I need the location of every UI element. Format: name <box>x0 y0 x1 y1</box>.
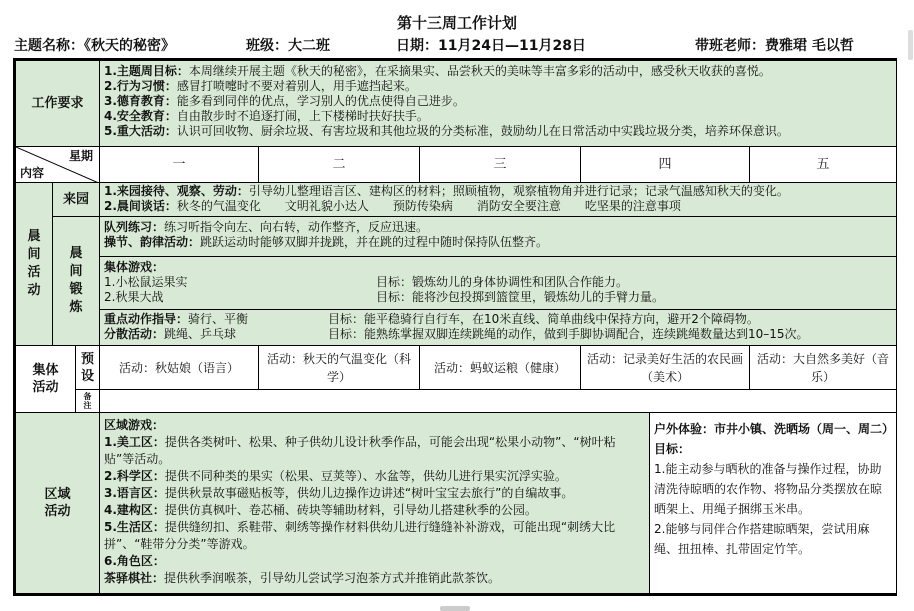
work-item: 3.德育教育：能多看到同伴的优点，学习别人的优点使得自己进步。 <box>104 94 465 108</box>
group-games <box>99 256 897 310</box>
horizontal-scrollbar[interactable] <box>440 606 470 611</box>
activity-tuesday: 活动：秋天的气温变化（科学） <box>258 345 420 390</box>
area-item: 4.建构区：提供仿真枫叶、卷芯桶、砖块等辅助材料，引导幼儿搭建秋季的公园。 <box>104 503 537 517</box>
group-activity-label: 集体活动 <box>15 345 76 413</box>
focus-item: 重点动作指导：骑行、平衡 目标：能平稳骑行自行车，在10米直线、简单曲线中保持方向，避开2个障碍物。 <box>104 312 759 326</box>
drill-content <box>99 216 897 257</box>
group-games-title: 集体游戏： <box>104 260 165 274</box>
document-title: 第十三周工作计划 <box>396 14 517 32</box>
arrival-label: 来园 <box>52 182 100 217</box>
work-label: 工作要求 <box>15 60 100 147</box>
focus-item: 分散活动：跳绳、乒乓球 目标：能熟练掌握双脚连续跳绳的动作，做到手脚协调配合，连续跳绳数量达到10–15次。 <box>104 327 809 341</box>
area-games-title: 区域游戏： <box>104 418 165 432</box>
area-item: 1.美工区：提供各类树叶、松果、种子供幼儿设计秋季作品，可能会出现“松果小动物”、“树叶粘贴”等活动。 <box>104 435 616 466</box>
day-tuesday: 二 <box>258 146 420 183</box>
note-label: 备注 <box>75 389 100 413</box>
corner-content-label: 内容 <box>20 166 45 180</box>
area-games <box>99 412 650 594</box>
area-item: 2.科学区：提供不同种类的果实（松果、豆荚等）、水盆等，供幼儿进行果实沉浮实验。 <box>104 469 567 483</box>
weekday-corner <box>15 146 100 183</box>
corner-weekday-label: 星期 <box>68 149 93 163</box>
area-item: 6.角色区： <box>104 554 165 568</box>
day-monday: 一 <box>99 146 259 183</box>
activity-thursday: 活动：记录美好生活的农民画（美术） <box>580 345 750 390</box>
drill-item: 队列练习：练习听指令向左、向右转，动作整齐，反应迅速。 <box>104 220 429 234</box>
work-requirements <box>99 60 897 147</box>
note-content <box>99 389 897 413</box>
arrival-item: 2.晨间谈话：秋冬的气温变化 文明礼貌小达人 预防传染病 消防安全要注意 吃坚果的注意事项 <box>104 199 681 213</box>
work-item: 5.重大活动：认识可回收物、厨余垃圾、有害垃圾和其他垃圾的分类标准，鼓励幼儿在日常活动中实践垃圾分类，培养环保意识。 <box>104 124 789 138</box>
work-item: 4.安全教育：自由散步时不追逐打闹，上下楼梯时扶好扶手。 <box>104 109 429 123</box>
outdoor-goal: 1.能主动参与晒秋的准备与操作过程，协助清洗待晾晒的农作物、将物品分类摆放在晾晒架上、用绳子捆绑玉米串。 <box>654 462 883 516</box>
outdoor-goal-title: 目标： <box>654 442 691 456</box>
activity-monday: 活动：秋姑娘（语言） <box>99 345 259 390</box>
outdoor-goal: 2.能够与同伴合作搭建晾晒架，尝试用麻绳、扭扭棒、扎带固定竹竿。 <box>654 522 870 556</box>
area-label: 区域活动 <box>15 412 100 594</box>
date-range: 日期：11月24日—11月28日 <box>396 38 586 54</box>
day-wednesday: 三 <box>419 146 581 183</box>
work-item: 2.行为习惯：感冒打喷嚏时不要对着别人，用手遮挡起来。 <box>104 79 417 93</box>
area-item: 3.语言区：提供秋景故事磁贴板等，供幼儿边操作边讲述“树叶宝宝去旅行”的自编故事。 <box>104 486 574 500</box>
class-name: 班级：大二班 <box>246 38 330 54</box>
arrival-content <box>99 182 897 217</box>
outdoor-title: 户外体验：市井小镇、洗晒场（周一、周二） <box>654 422 895 436</box>
arrival-item: 1.来园接待、观察、劳动：引导幼儿整理语言区、建构区的材料；照顾植物，观察植物角并进行记录；记录气温感知秋天的变化。 <box>104 184 789 198</box>
area-item: 茶驿棋社：提供秋季润喉茶，引导幼儿尝试学习泡茶方式并推销此款茶饮。 <box>104 571 501 585</box>
focus-activities <box>99 309 897 346</box>
theme-name: 主题名称：《秋天的秘密》 <box>14 38 175 54</box>
document-header <box>14 36 900 56</box>
game-item: 1.小松鼠运果实 目标：锻炼幼儿的身体协调性和团队合作能力。 <box>104 275 629 289</box>
preview-label: 预设 <box>75 345 100 390</box>
area-item: 5.生活区：提供缝纫扣、系鞋带、刺绣等操作材料供幼儿进行缝缝补补游戏，可能出现“刺绣大比拼”、“鞋带分分类”等游戏。 <box>104 520 616 551</box>
day-thursday: 四 <box>580 146 750 183</box>
plan-table <box>13 58 897 596</box>
work-item: 1.主题周目标：本周继续开展主题《秋天的秘密》，在采摘果实、品尝秋天的美味等丰富多彩的活动中，感受秋天收获的喜悦。 <box>104 64 771 78</box>
teacher-names: 带班老师：费雅珺 毛以哲 <box>695 38 854 54</box>
vertical-scrollbar[interactable] <box>908 30 913 60</box>
morning-label: 晨间活动 <box>15 182 53 346</box>
game-item: 2.秋果大战 目标：能将沙包投掷到篮筐里，锻炼幼儿的手臂力量。 <box>104 290 665 304</box>
outdoor-experience <box>649 412 897 594</box>
day-friday: 五 <box>749 146 897 183</box>
drill-item: 操节、韵律活动：跳跃运动时能够双脚并拢跳，并在跳的过程中随时保持队伍整齐。 <box>104 235 549 249</box>
activity-friday: 活动：大自然多美好（音乐） <box>749 345 897 390</box>
activity-wednesday: 活动：蚂蚁运粮（健康） <box>419 345 581 390</box>
exercise-label: 晨间锻炼 <box>52 216 100 346</box>
